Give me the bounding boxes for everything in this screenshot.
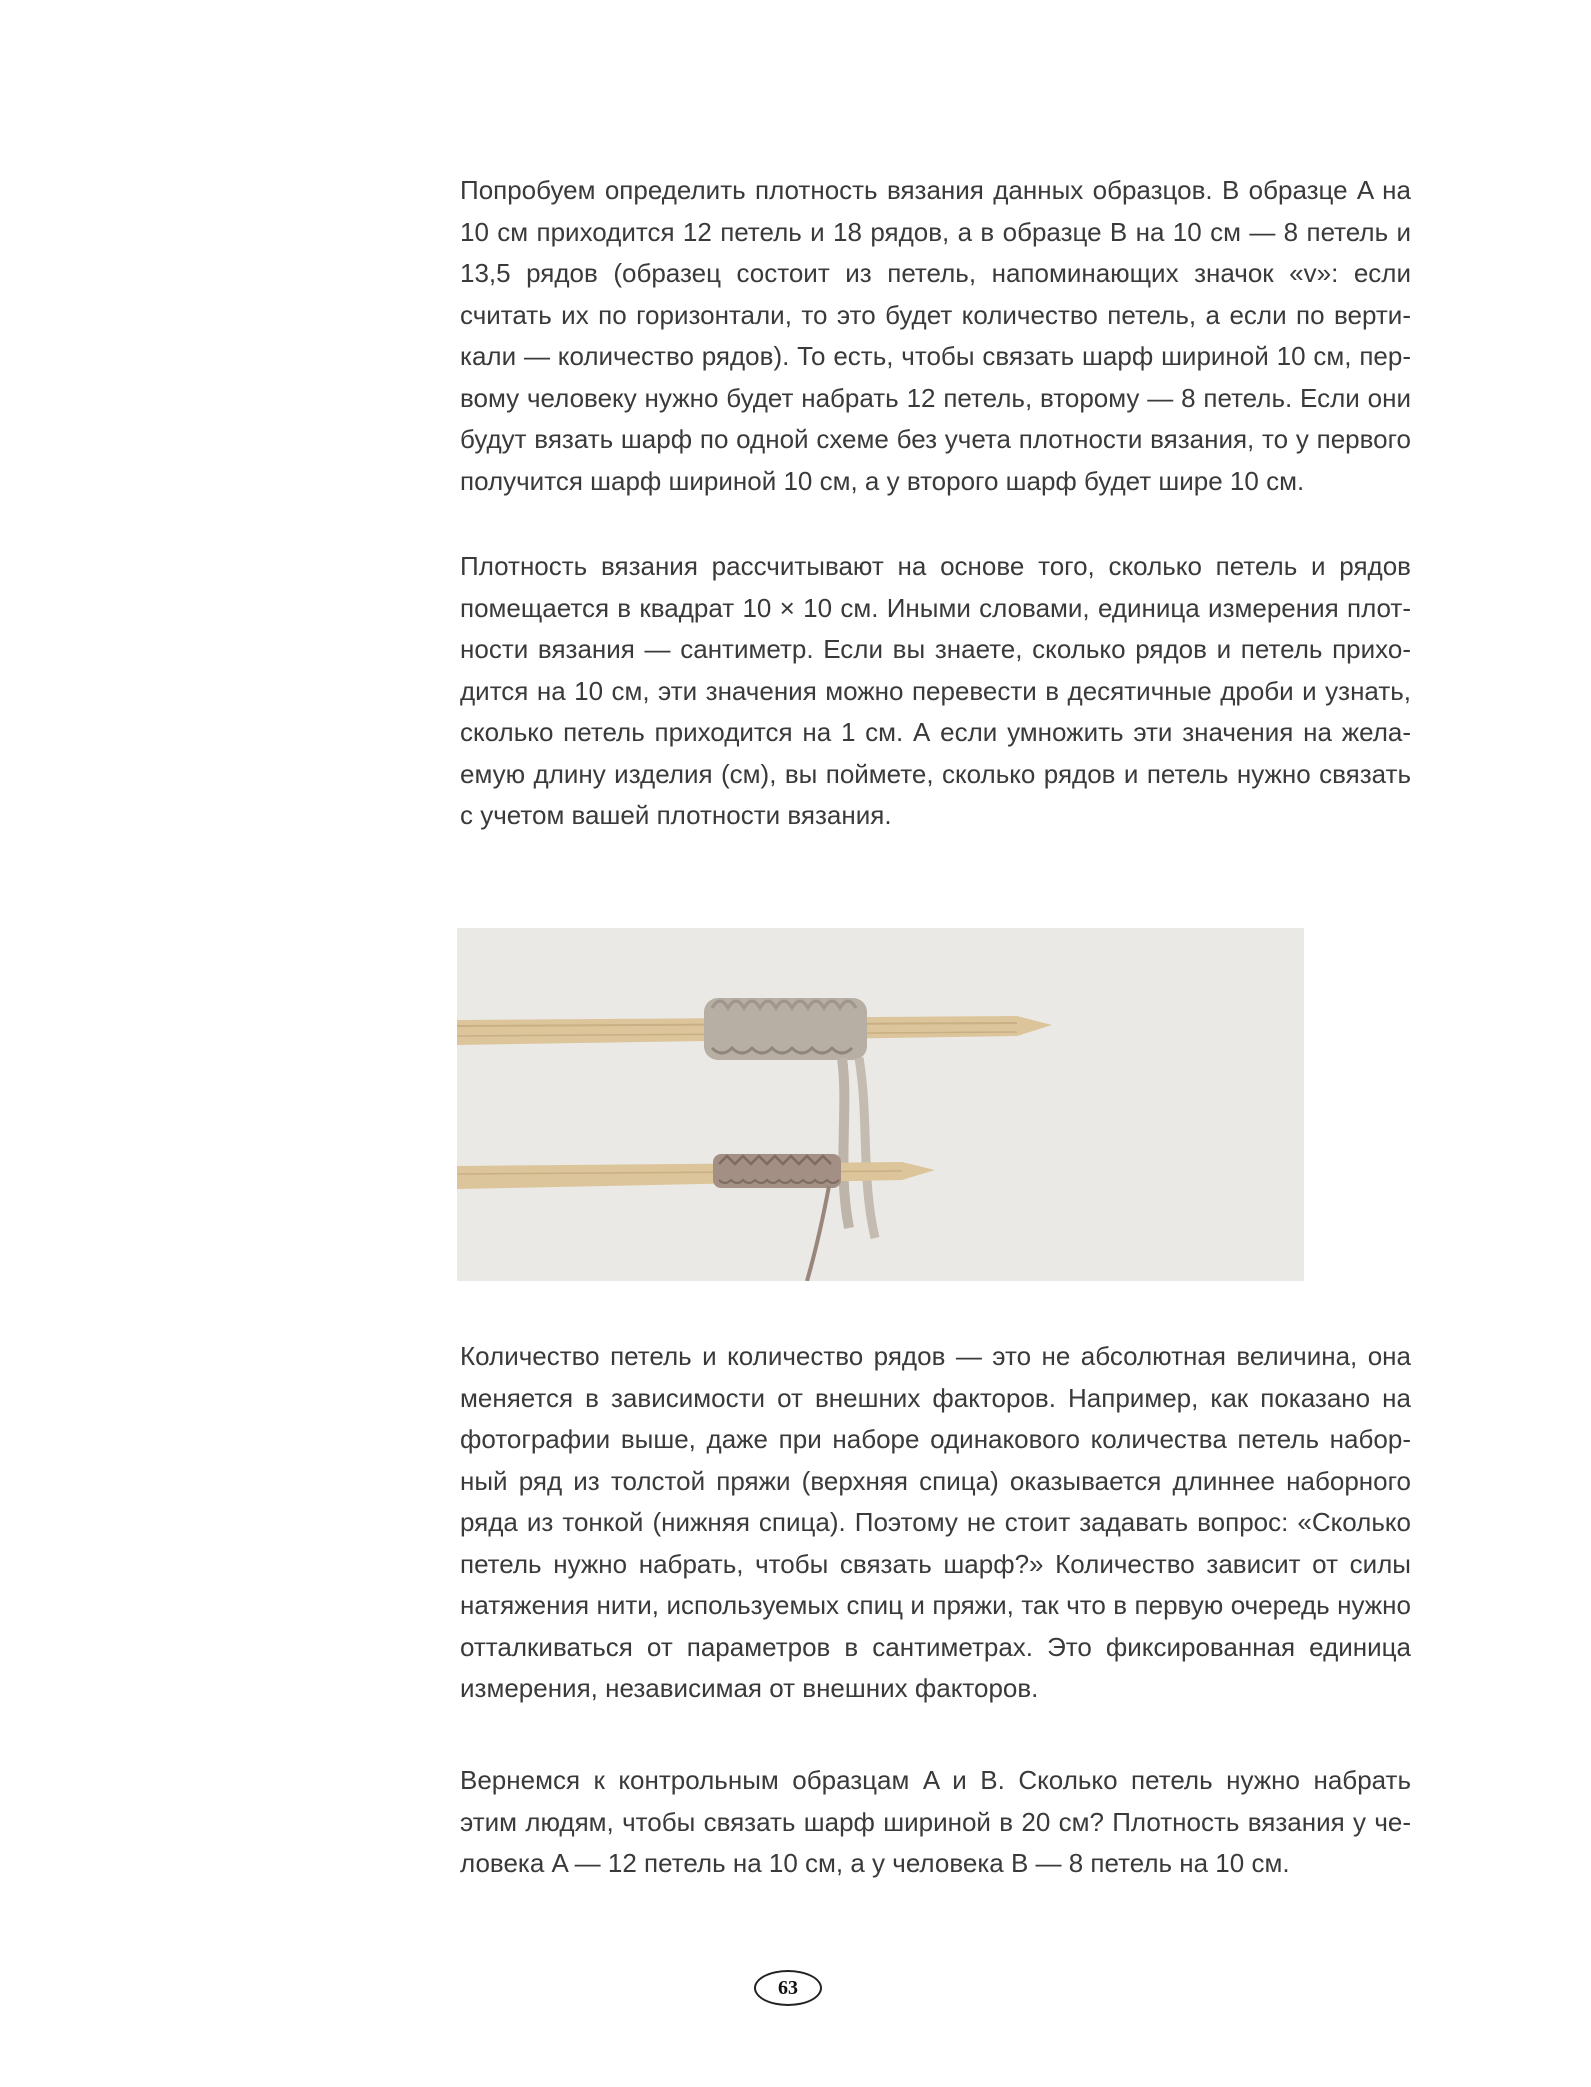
paragraph-gauge-calculation: Плотность вязания рассчитывают на основе того, сколько петель и рядов помещается в квадрат 10 × 10 см. Иными словами, единица измерения плотности вязания — сантиметр. Если вы знаете, сколько рядов и петель приходится на 10 см, эти значения можно перевести в десятичные дроби и узнать, сколько петель приходится на 1 см. А если умножить эти значения на желаемую длину изделия (см), вы поймете, сколько рядов и петель нужно связать с учетом вашей плотности вязания. — [460, 551, 1411, 830]
paragraph-stitch-count-factors: Количество петель и количество рядов — это не абсолютная величина, она меняется в зависимости от внешних факторов. Например, как показано на фотографии выше, даже при наборе одинакового количества петель наборный ряд из толстой пряжи (верхняя спица) оказывается длиннее наборного ряда из тонкой (нижняя спица). Поэтому не стоит задавать вопрос: «Сколько петель нужно набрать, чтобы связать шарф?» Количество зависит от силы натяжения нити, используемых спиц и пряжи, так что в первую очередь нужно отталкиваться от параметров в сантиметрах. Это фиксированная единица измерения, независимая от внешних факторов. — [460, 1341, 1411, 1703]
page-number: 63 — [754, 1970, 822, 2006]
paragraph-samples-question: Вернемся к контрольным образцам A и B. Сколько петель нужно набрать этим людям, чтобы связать шарф шириной в 20 см? Плотность вязания у человека A — 12 петель на 10 см, а у человека B — 8 петель на 10 см. — [460, 1765, 1411, 1878]
knitting-needles-photo — [457, 928, 1304, 1281]
paragraph-gauge-samples: Попробуем определить плотность вязания данных образцов. В образце A на 10 см приходится 12 петель и 18 рядов, а в образце B на 10 см — 8 петель и 13,5 рядов (образец состоит из петель, напоминающих значок «v»: если считать их по горизонтали, то это будет количество петель, а если по вертикали — количество рядов). То есть, чтобы связать шарф шириной 10 см, первому человеку нужно будет набрать 12 петель, второму — 8 петель. Если они будут вязать шарф по одной схеме без учета плотности вязания, то у первого получится шарф шириной 10 см, а у второго шарф будет шире 10 см. — [460, 175, 1411, 496]
